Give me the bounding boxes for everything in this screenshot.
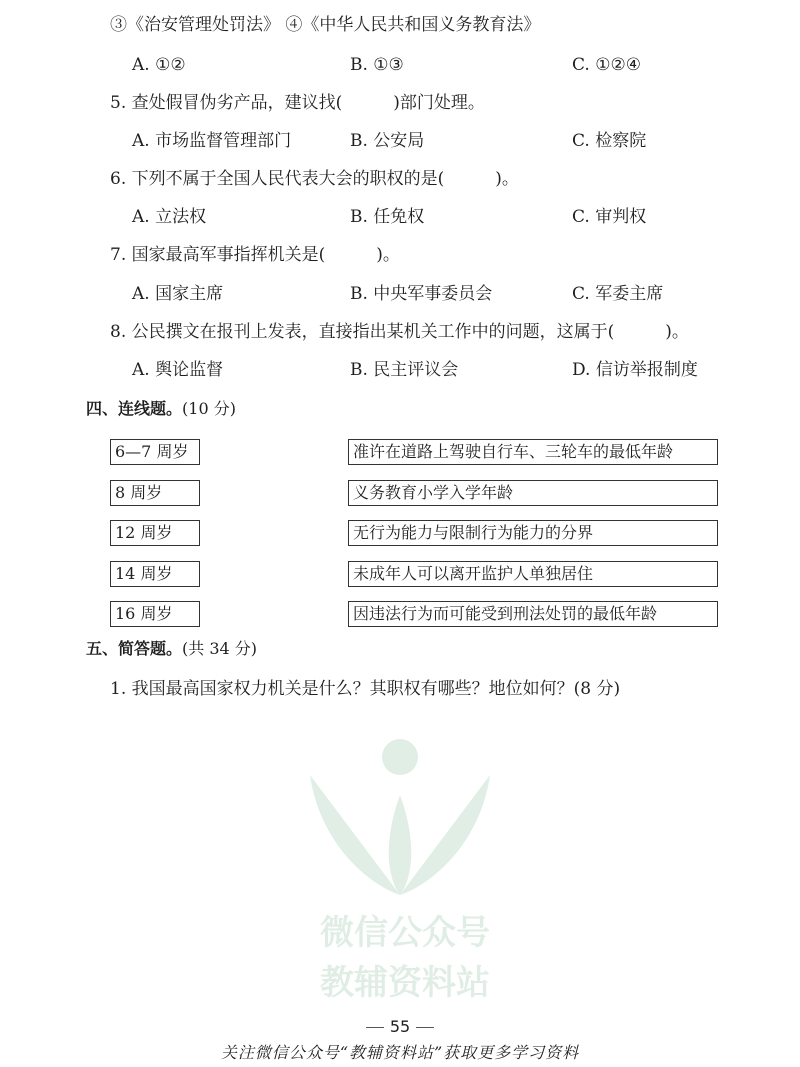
match-left-item-2: 8 周岁 [110,480,200,506]
watermark-line-1: 微信公众号 [320,913,490,953]
match-right-item-3: 无行为能力与限制行为能力的分界 [348,520,718,546]
match-right-item-4: 未成年人可以离开监护人单独居住 [348,561,718,587]
q4-option-c: C. ①②④ [572,55,641,75]
q7-stem: 7. 国家最高军事指挥机关是( )。 [110,245,400,265]
q7-option-b: B. 中央军事委员会 [350,284,493,304]
q6-option-b: B. 任免权 [350,207,425,227]
q8-stem: 8. 公民撰文在报刊上发表，直接指出某机关工作中的问题，这属于( )。 [110,322,689,342]
match-right-item-5: 因违法行为而可能受到刑法处罚的最低年龄 [348,601,718,627]
section-4-title: 四、连线题。 [86,399,183,418]
match-left-item-4: 14 周岁 [110,561,200,587]
match-left-item-1: 6—7 周岁 [110,439,200,465]
q4-option-a: A. ①② [132,55,186,75]
q4-option-b: B. ①③ [350,55,404,75]
match-left-item-3: 12 周岁 [110,520,200,546]
q8-option-a: A. 舆论监督 [132,360,224,380]
q7-option-a: A. 国家主席 [132,284,224,304]
page-number [0,1017,800,1036]
q7-option-c: C. 军委主席 [572,284,664,304]
page-number-value: 55 [389,1017,411,1036]
q8-option-b: B. 民主评议会 [350,360,459,380]
q5-option-a: A. 市场监督管理部门 [132,131,292,151]
q6-option-a: A. 立法权 [132,207,207,227]
footer-note: 关注微信公众号“教辅资料站”获取更多学习资料 [220,1043,580,1062]
q5-option-c: C. 检察院 [572,131,647,151]
q6-stem: 6. 下列不属于全国人民代表大会的职权的是( )。 [110,169,519,189]
section-5-question-1: 1. 我国最高国家权力机关是什么？其职权有哪些？地位如何？(8 分) [110,679,621,699]
q5-stem: 5. 查处假冒伪劣产品，建议找( )部门处理。 [110,93,485,113]
watermark-line-2: 教辅资料站 [320,963,490,1003]
q4-laws-line: ③《治安管理处罚法》 ④《中华人民共和国义务教育法》 [110,15,541,35]
section-5-heading [86,638,257,660]
section-4-points: (10 分) [182,399,236,418]
match-left-item-5: 16 周岁 [110,601,200,627]
section-4-heading [86,398,236,420]
q5-option-b: B. 公安局 [350,131,425,151]
section-5-points: (共 34 分) [182,639,258,658]
match-right-item-1: 准许在道路上驾驶自行车、三轮车的最低年龄 [348,439,718,465]
q8-option-d: D. 信访举报制度 [572,360,698,380]
q6-option-c: C. 审判权 [572,207,647,227]
section-5-title: 五、简答题。 [86,639,183,658]
match-right-item-2: 义务教育小学入学年龄 [348,480,718,506]
